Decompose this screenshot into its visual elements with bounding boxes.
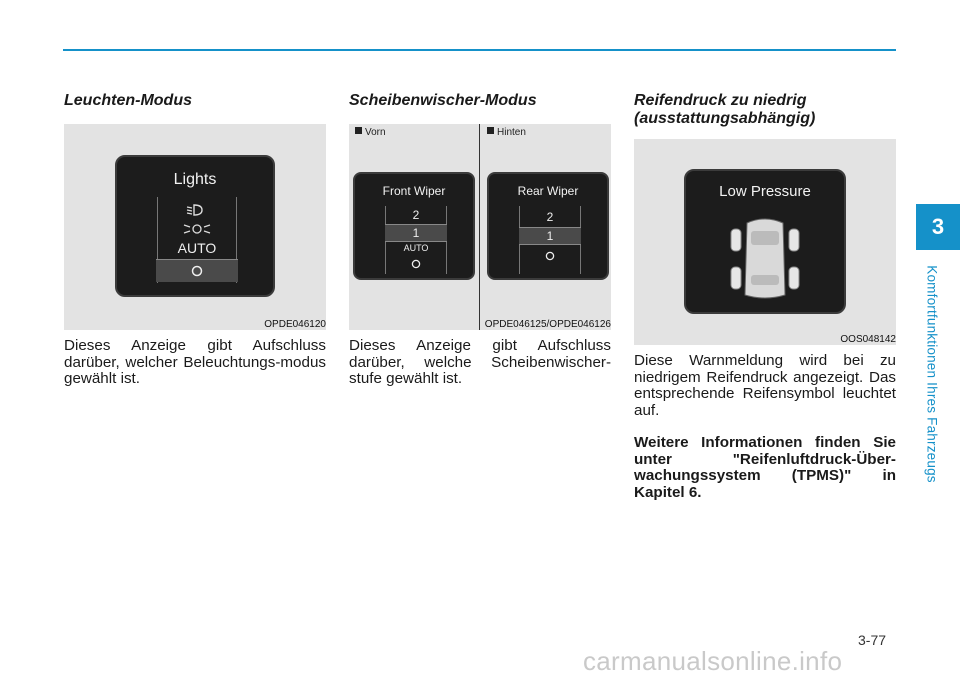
label-front [355, 127, 386, 138]
header-rule [63, 49, 896, 51]
screen-title: Front Wiper [382, 184, 446, 198]
square-bullet-icon [355, 127, 362, 134]
chapter-number-tab: 3 [916, 204, 960, 250]
heading-line-2: (ausstattungsabhängig) [634, 110, 816, 127]
page-number: 3-77 [858, 632, 887, 648]
square-bullet-icon [487, 127, 494, 134]
front-wiper-screen [353, 172, 475, 280]
figure-code: OPDE046120 [264, 319, 326, 330]
chapter-title-vertical [922, 258, 942, 490]
screen-title: Lights [173, 171, 217, 188]
section-lights-mode [64, 92, 326, 388]
wiper-figure [349, 124, 611, 330]
options-frame [519, 206, 581, 274]
options-frame [157, 197, 237, 283]
section-body: Diese Warnmeldung wird bei zu niedrigem Reifendruck angezeigt. Das entsprechende Reifensymbol leuchtet auf. [634, 352, 896, 419]
label-rear [487, 127, 526, 138]
option-off-selected [156, 259, 238, 282]
section-low-pressure [634, 92, 896, 501]
option-auto: AUTO [177, 240, 217, 256]
figure-divider [479, 124, 480, 330]
section-body-bold: Weitere Informationen finden Sie unter "Reifenluftdruck-Über-wachungssystem (TPMS)" in Kapitel 6. [634, 434, 896, 501]
option-auto: AUTO [403, 243, 429, 253]
lights-screen [115, 155, 275, 297]
off-circle-icon [544, 250, 556, 262]
screen-title: Low Pressure [719, 183, 811, 200]
options-frame [385, 206, 447, 274]
label-front-text: Vorn [365, 127, 386, 138]
position-light-icon [183, 222, 211, 236]
low-pressure-screen [684, 169, 846, 314]
screen-title: Rear Wiper [517, 184, 579, 198]
figure-code: OPDE046125/OPDE046126 [484, 319, 611, 330]
chapter-title-text: Komfortfunktionen Ihres Fahrzeugs [924, 265, 940, 483]
option-2: 2 [412, 208, 420, 222]
section-heading: Scheibenwischer-Modus [349, 92, 537, 109]
low-pressure-figure [634, 139, 896, 345]
car-tire-pressure-icon [725, 213, 805, 305]
label-rear-text: Hinten [497, 127, 526, 138]
option-1-selected: 1 [385, 224, 447, 242]
rear-wiper-screen [487, 172, 609, 280]
figure-code: OOS048142 [840, 334, 896, 345]
heading-line-1: Reifendruck zu niedrig [634, 92, 807, 109]
off-circle-icon [410, 258, 422, 270]
section-wiper-mode [349, 92, 611, 388]
low-beam-icon [186, 203, 208, 217]
section-body: Dieses Anzeige gibt Aufschluss darüber, welcher Beleuchtungs-modus gewählt ist. [64, 337, 326, 387]
option-1-selected: 1 [519, 227, 581, 245]
section-body: Dieses Anzeige gibt Aufschluss darüber, welche Scheibenwischer-stufe gewählt ist. [349, 337, 611, 387]
off-circle-icon [190, 264, 204, 278]
option-2: 2 [546, 210, 554, 224]
section-heading: Leuchten-Modus [64, 92, 192, 109]
section-heading [634, 92, 896, 128]
watermark: carmanualsonline.info [583, 646, 843, 676]
lights-figure [64, 124, 326, 330]
